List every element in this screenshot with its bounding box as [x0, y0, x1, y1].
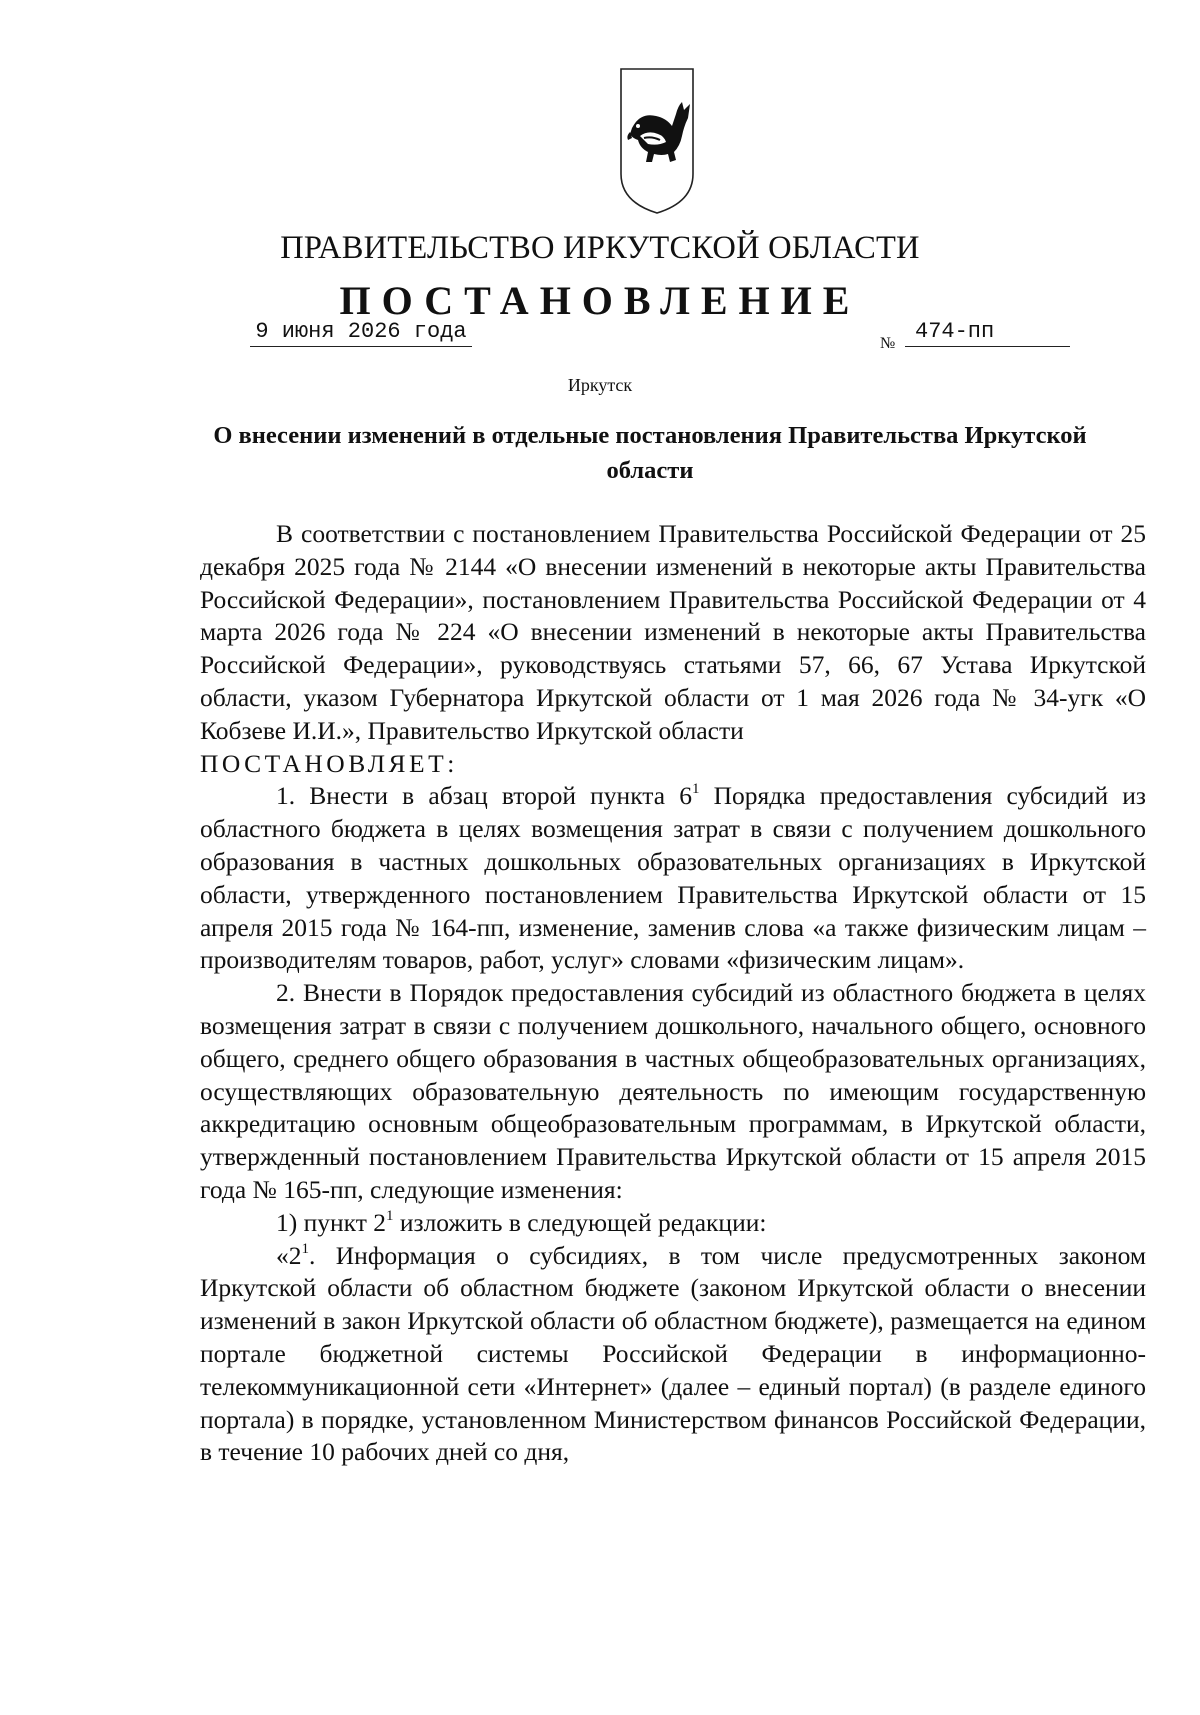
document-body	[200, 518, 1146, 1469]
document-city: Иркутск	[567, 375, 633, 395]
item-1-text-end: Порядка предоставления субсидий из областного бюджета в целях возмещения затрат в связи с получением дошкольного образования в частных дошкольных образовательных организациях в Иркутской области, утвержденного постановлением Правительства Иркутской области от 15 апреля 2015 года № 164-пп, изменение, заменив слова «а также физическим лицам – производителям товаров, работ, услуг» словами «физическим лицам».	[200, 781, 1146, 975]
document-heading: О внесении изменений в отдельные постановления Правительства Иркутской области	[213, 422, 1087, 484]
irkutsk-coat-of-arms-icon	[618, 66, 696, 216]
subitem-1-superscript: 1	[385, 1207, 394, 1224]
number-sign: №	[880, 335, 896, 352]
document-type: ПОСТАНОВЛЕНИЕ	[339, 278, 861, 323]
subitem-1-paragraph	[200, 1207, 1146, 1240]
quote-text-start: «2	[276, 1240, 302, 1270]
item-1-superscript: 1	[691, 781, 700, 798]
quote-paragraph	[200, 1240, 1146, 1470]
government-title: ПРАВИТЕЛЬСТВО ИРКУТСКОЙ ОБЛАСТИ	[280, 230, 920, 266]
document-date: 9 июня 2026 года	[250, 318, 472, 347]
item-1-paragraph	[200, 780, 1146, 977]
preamble-paragraph: В соответствии с постановлением Правительства Российской Федерации от 25 декабря 2025 года № 2144 «О внесении изменений в некоторые акты Правительства Российской Федерации», постановлением Правительства Российской Федерации от 4 марта 2026 года № 224 «О внесении изменений в некоторые акты Правительства Российской Федерации», руководствуясь статьями 57, 66, 67 Устава Иркутской области, указом Губернатора Иркутской области от 1 мая 2026 года № 34-угк «О Кобзеве И.И.», Правительство Иркутской области	[200, 519, 1146, 745]
quote-superscript: 1	[301, 1240, 309, 1257]
item-2-paragraph: 2. Внести в Порядок предоставления субсидий из областного бюджета в целях возмещения затрат в связи с получением дошкольного, начального общего, основного общего, среднего общего образования в частных общеобразовательных организациях, осуществляющих образовательную деятельность по имеющим государственную аккредитацию основным общеобразовательным программам, в Иркутской области, утвержденный постановлением Правительства Иркутской области от 15 апреля 2015 года № 165-пп, следующие изменения:	[200, 978, 1146, 1204]
item-1-text-start: 1. Внести в абзац второй пункта 6	[276, 781, 692, 811]
quote-text-end: . Информация о субсидиях, в том числе предусмотренных законом Иркутской области об областном бюджете (законом Иркутской области о внесении изменений в закон Иркутской области об областном бюджете), размещается на едином портале бюджетной системы Российской Федерации в информационно-телекоммуникационной сети «Интернет» (далее – единый портал) (в разделе единого портала) в порядке, установленном Министерством финансов Российской Федерации, в течение 10 рабочих дней со дня,	[200, 1240, 1146, 1467]
document-number: 474-пп	[905, 318, 1070, 347]
decree-word: ПОСТАНОВЛЯЕТ:	[200, 748, 458, 778]
subitem-1-text-end: изложить в следующей редакции:	[393, 1207, 767, 1237]
subitem-1-text-start: 1) пункт 2	[276, 1207, 386, 1237]
